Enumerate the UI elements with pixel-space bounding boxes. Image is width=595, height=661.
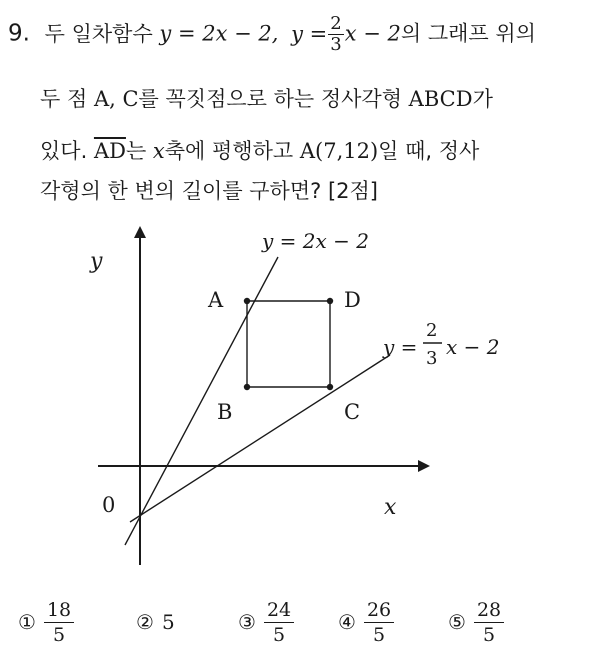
line-label-2-rhs: x − 2: [446, 335, 500, 359]
line-y-2x-2: [125, 257, 278, 545]
fraction-denominator: 3: [330, 34, 342, 55]
choice-mark: ⑤: [448, 610, 466, 634]
fraction-denominator: 5: [52, 623, 66, 646]
question-text: 일 때, 정사: [378, 139, 480, 163]
choice-mark: ②: [136, 610, 154, 634]
question-number: 9.: [8, 20, 30, 47]
equation-1: y = 2x − 2,: [159, 21, 279, 46]
vertex-b: [244, 384, 250, 390]
question-text: 축에 평행하고: [164, 139, 300, 163]
vertex-d: [327, 298, 333, 304]
x-axis-label: x: [384, 495, 397, 520]
choice-2[interactable]: [136, 592, 175, 652]
equation-2-lhs: y =: [291, 21, 328, 46]
choice-fraction: [264, 598, 294, 647]
choice-4[interactable]: [338, 592, 394, 652]
origin-label: 0: [102, 493, 116, 517]
point-label-a: A: [208, 288, 224, 312]
fraction-denominator: 5: [272, 623, 286, 646]
choice-fraction: [364, 598, 394, 647]
question-text: 를 꼭짓점으로 하는 정사각형: [138, 87, 409, 111]
line-label-1: y = 2x − 2: [262, 229, 369, 253]
choice-mark: ①: [18, 610, 36, 634]
line-label-2-den: 3: [426, 348, 438, 369]
fraction-denominator: 5: [482, 623, 496, 646]
question-text: 의 그래프 위의: [400, 21, 536, 46]
question-text: 두 점: [40, 87, 94, 111]
fraction-numerator: 28: [474, 598, 504, 623]
choice-3[interactable]: [238, 592, 294, 652]
question-text: 두 일차함수: [44, 21, 160, 46]
choice-mark: ④: [338, 610, 356, 634]
choice-mark: ③: [238, 610, 256, 634]
vertex-a: [244, 298, 250, 304]
fraction-numerator: 26: [364, 598, 394, 623]
choice-1[interactable]: [18, 592, 74, 652]
choice-fraction: [44, 598, 74, 647]
point-label-b: B: [217, 400, 233, 424]
equation-2-rhs: x − 2: [344, 21, 401, 46]
answer-choices: [18, 592, 578, 652]
vertex-c: [327, 384, 333, 390]
fraction-numerator: 24: [264, 598, 294, 623]
choice-value: 5: [161, 610, 175, 634]
y-axis-label: y: [90, 249, 103, 274]
choice-fraction: [474, 598, 504, 647]
question-text: 가: [472, 87, 493, 111]
question-text: 각형의 한 변의 길이를 구하면? [2점]: [40, 179, 378, 203]
segment-ad: $\overline{AD}$: [93, 139, 126, 163]
fraction-numerator: 18: [44, 598, 74, 623]
line-label-2-lhs: y =: [383, 335, 418, 359]
x-variable: x: [152, 139, 165, 163]
line-label-2-num: 2: [426, 320, 438, 341]
choice-5[interactable]: [448, 592, 504, 652]
square-name: ABCD: [408, 87, 473, 111]
fraction-numerator: 2: [330, 13, 342, 34]
point-label-d: D: [344, 288, 361, 312]
question-text: 는: [125, 139, 153, 163]
points-ac: A, C: [93, 87, 139, 111]
line-y-2-3x-2: [130, 355, 390, 522]
question-text: 있다.: [40, 139, 94, 163]
point-a-coords: A(7,12): [299, 139, 379, 163]
point-label-c: C: [344, 400, 361, 424]
fraction-denominator: 5: [372, 623, 386, 646]
